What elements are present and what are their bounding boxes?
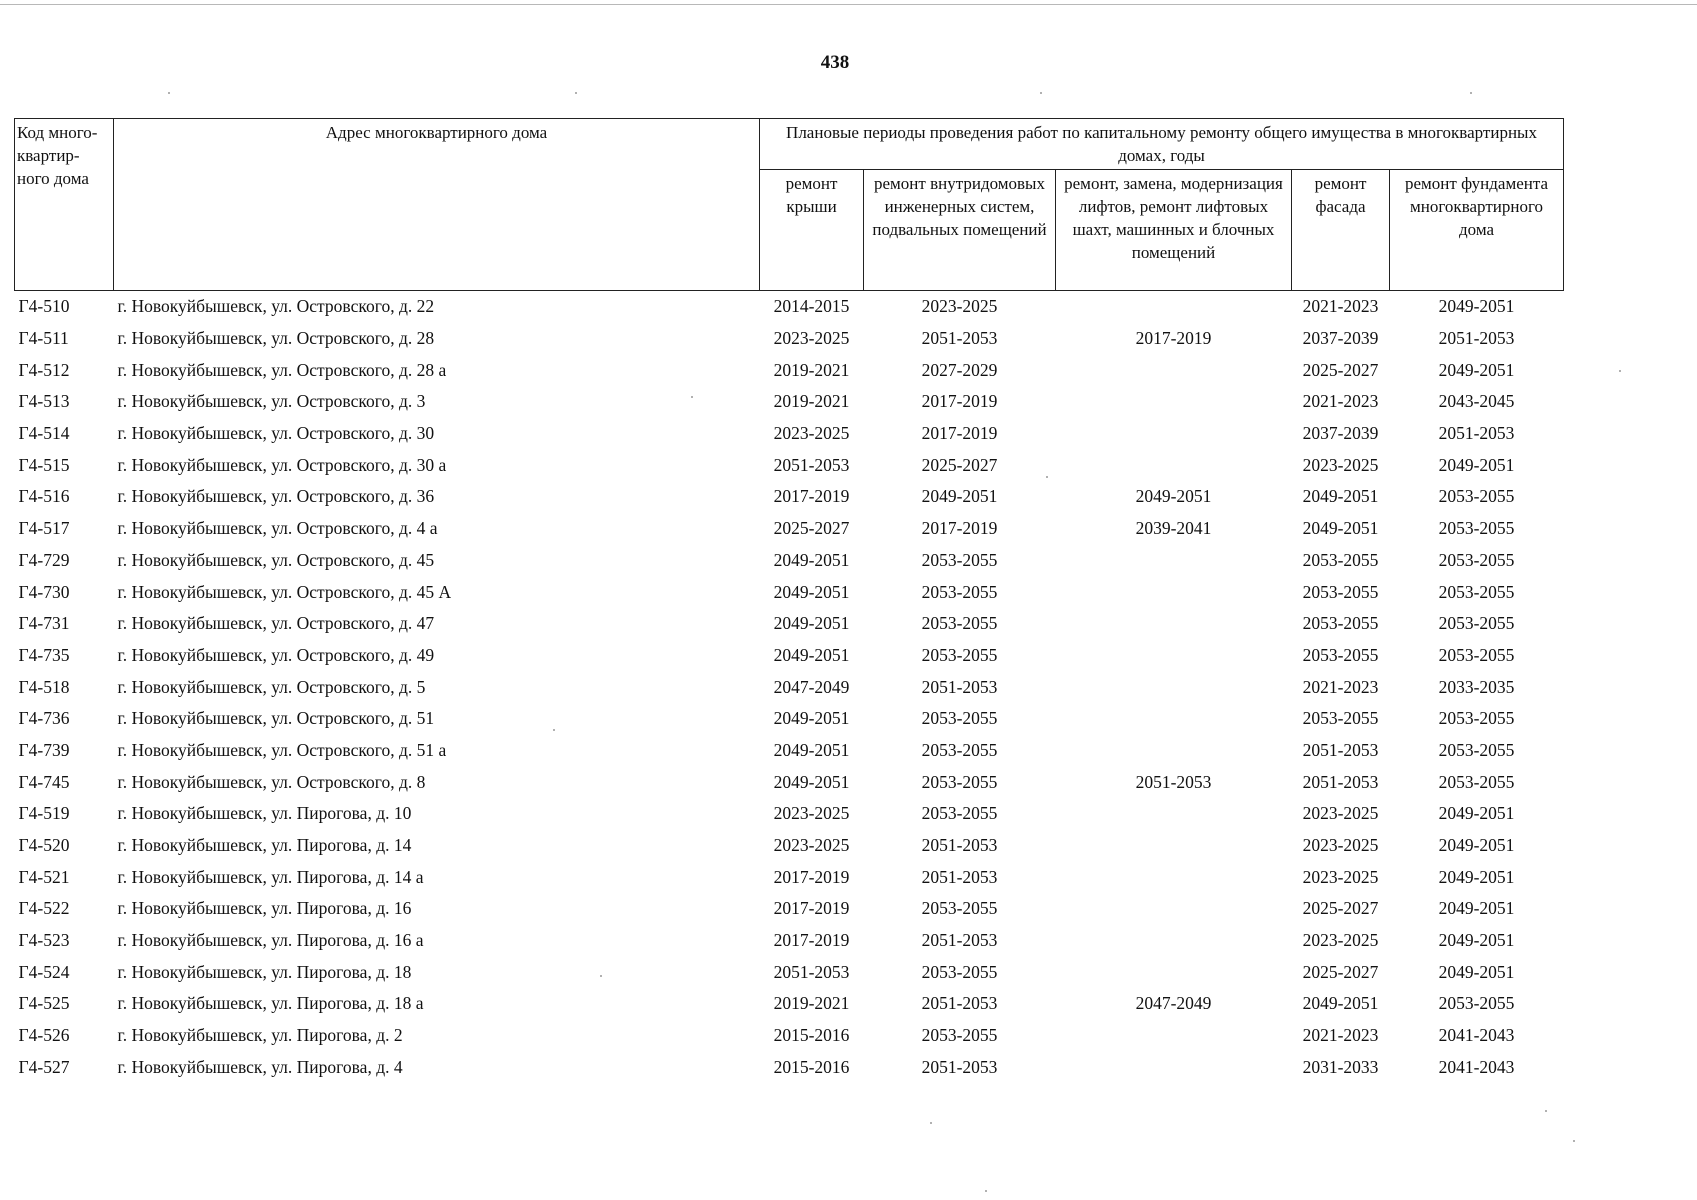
cell-lifts <box>1056 830 1292 862</box>
table-row <box>15 291 1564 323</box>
cell-systems: 2051-2053 <box>921 866 998 887</box>
cell-facade: 2023-2025 <box>1302 835 1379 856</box>
table-row <box>15 640 1564 672</box>
cell-code: Г4-730 <box>18 581 70 602</box>
cell-systems: 2051-2053 <box>921 993 998 1014</box>
header-address: Адрес многоквартирного дома <box>114 119 760 291</box>
cell-roof: 2014-2015 <box>773 296 850 317</box>
cell-code: Г4-525 <box>18 993 70 1014</box>
cell-roof: 2017-2019 <box>773 486 850 507</box>
cell-foundation: 2049-2051 <box>1438 803 1515 824</box>
cell-code: Г4-517 <box>18 518 70 539</box>
cell-address: г. Новокуйбышевск, ул. Островского, д. 47 <box>117 613 435 634</box>
table-row <box>15 481 1564 513</box>
cell-roof: 2049-2051 <box>773 613 850 634</box>
cell-foundation: 2051-2053 <box>1438 423 1515 444</box>
cell-systems: 2053-2055 <box>921 549 998 570</box>
cell-foundation: 2053-2055 <box>1438 518 1515 539</box>
cell-lifts <box>1056 735 1292 767</box>
cell-address: г. Новокуйбышевск, ул. Островского, д. 8 <box>117 771 426 792</box>
cell-systems: 2053-2055 <box>921 739 998 760</box>
cell-systems: 2053-2055 <box>921 898 998 919</box>
cell-foundation: 2049-2051 <box>1438 961 1515 982</box>
cell-facade: 2049-2051 <box>1302 993 1379 1014</box>
cell-address: г. Новокуйбышевск, ул. Островского, д. 22 <box>117 296 435 317</box>
cell-code: Г4-739 <box>18 739 70 760</box>
header-code: Код много-квартир-ного дома <box>15 119 114 291</box>
cell-lifts: 2047-2049 <box>1135 993 1212 1014</box>
cell-foundation: 2041-2043 <box>1438 1056 1515 1077</box>
cell-address: г. Новокуйбышевск, ул. Островского, д. 3 <box>117 391 426 412</box>
cell-systems: 2023-2025 <box>921 296 998 317</box>
table-row <box>15 545 1564 577</box>
cell-code: Г4-511 <box>18 328 69 349</box>
cell-facade: 2037-2039 <box>1302 328 1379 349</box>
cell-lifts <box>1056 925 1292 957</box>
cell-code: Г4-518 <box>18 676 70 697</box>
cell-systems: 2049-2051 <box>921 486 998 507</box>
scan-speck <box>930 1122 932 1124</box>
cell-code: Г4-735 <box>18 644 70 665</box>
cell-foundation: 2043-2045 <box>1438 391 1515 412</box>
cell-roof: 2015-2016 <box>773 1056 850 1077</box>
cell-roof: 2017-2019 <box>773 898 850 919</box>
cell-address: г. Новокуйбышевск, ул. Островского, д. 5 <box>117 676 426 697</box>
scan-speck <box>553 729 555 731</box>
cell-code: Г4-520 <box>18 835 70 856</box>
header-facade: ремонт фасада <box>1292 170 1390 291</box>
cell-systems: 2053-2055 <box>921 961 998 982</box>
cell-lifts <box>1056 386 1292 418</box>
cell-facade: 2023-2025 <box>1302 803 1379 824</box>
cell-code: Г4-745 <box>18 771 70 792</box>
cell-code: Г4-736 <box>18 708 70 729</box>
table-row <box>15 830 1564 862</box>
table-header <box>15 119 1564 291</box>
cell-lifts: 2049-2051 <box>1135 486 1212 507</box>
table-body <box>15 291 1564 1084</box>
table-row <box>15 956 1564 988</box>
cell-systems: 2053-2055 <box>921 803 998 824</box>
cell-code: Г4-521 <box>18 866 70 887</box>
cell-systems: 2027-2029 <box>921 359 998 380</box>
scan-speck <box>1545 1110 1547 1112</box>
scan-top-rule <box>0 4 1697 5</box>
table-row <box>15 418 1564 450</box>
cell-code: Г4-510 <box>18 296 70 317</box>
cell-facade: 2025-2027 <box>1302 961 1379 982</box>
cell-roof: 2049-2051 <box>773 771 850 792</box>
table-row <box>15 513 1564 545</box>
cell-systems: 2051-2053 <box>921 328 998 349</box>
cell-foundation: 2053-2055 <box>1438 486 1515 507</box>
table-row <box>15 893 1564 925</box>
cell-roof: 2049-2051 <box>773 708 850 729</box>
cell-roof: 2017-2019 <box>773 866 850 887</box>
cell-foundation: 2053-2055 <box>1438 581 1515 602</box>
repair-schedule-table <box>14 118 1564 1083</box>
cell-facade: 2053-2055 <box>1302 644 1379 665</box>
table-row <box>15 703 1564 735</box>
cell-lifts: 2039-2041 <box>1135 518 1212 539</box>
cell-address: г. Новокуйбышевск, ул. Пирогова, д. 16 <box>117 898 412 919</box>
cell-foundation: 2049-2051 <box>1438 898 1515 919</box>
cell-systems: 2017-2019 <box>921 391 998 412</box>
cell-facade: 2051-2053 <box>1302 771 1379 792</box>
cell-foundation: 2051-2053 <box>1438 328 1515 349</box>
cell-systems: 2017-2019 <box>921 423 998 444</box>
table-row <box>15 798 1564 830</box>
cell-foundation: 2049-2051 <box>1438 930 1515 951</box>
cell-lifts <box>1056 956 1292 988</box>
cell-roof: 2015-2016 <box>773 1025 850 1046</box>
cell-facade: 2025-2027 <box>1302 359 1379 380</box>
table-row <box>15 323 1564 355</box>
cell-roof: 2023-2025 <box>773 328 850 349</box>
cell-roof: 2019-2021 <box>773 359 850 380</box>
cell-foundation: 2041-2043 <box>1438 1025 1515 1046</box>
cell-code: Г4-526 <box>18 1025 70 1046</box>
cell-address: г. Новокуйбышевск, ул. Островского, д. 51 <box>117 708 435 729</box>
cell-address: г. Новокуйбышевск, ул. Островского, д. 28 а <box>117 359 447 380</box>
cell-roof: 2049-2051 <box>773 739 850 760</box>
cell-roof: 2019-2021 <box>773 391 850 412</box>
cell-code: Г4-514 <box>18 423 70 444</box>
cell-code: Г4-523 <box>18 930 70 951</box>
cell-lifts <box>1056 1020 1292 1052</box>
cell-foundation: 2049-2051 <box>1438 835 1515 856</box>
cell-foundation: 2033-2035 <box>1438 676 1515 697</box>
cell-address: г. Новокуйбышевск, ул. Пирогова, д. 18 а <box>117 993 424 1014</box>
cell-address: г. Новокуйбышевск, ул. Пирогова, д. 4 <box>117 1056 403 1077</box>
cell-code: Г4-519 <box>18 803 70 824</box>
cell-foundation: 2049-2051 <box>1438 296 1515 317</box>
cell-facade: 2025-2027 <box>1302 898 1379 919</box>
cell-foundation: 2053-2055 <box>1438 549 1515 570</box>
scan-speck <box>1040 92 1042 94</box>
table-row <box>15 671 1564 703</box>
scan-speck <box>600 975 602 977</box>
cell-systems: 2053-2055 <box>921 1025 998 1046</box>
scan-speck <box>168 92 170 94</box>
cell-lifts <box>1056 418 1292 450</box>
cell-address: г. Новокуйбышевск, ул. Островского, д. 28 <box>117 328 435 349</box>
scan-speck <box>575 92 577 94</box>
table-row <box>15 386 1564 418</box>
cell-facade: 2049-2051 <box>1302 486 1379 507</box>
scan-speck <box>691 396 693 398</box>
cell-facade: 2021-2023 <box>1302 1025 1379 1046</box>
cell-roof: 2023-2025 <box>773 803 850 824</box>
cell-systems: 2051-2053 <box>921 676 998 697</box>
cell-systems: 2051-2053 <box>921 930 998 951</box>
cell-lifts <box>1056 703 1292 735</box>
cell-foundation: 2053-2055 <box>1438 613 1515 634</box>
cell-address: г. Новокуйбышевск, ул. Островского, д. 4 а <box>117 518 438 539</box>
cell-code: Г4-729 <box>18 549 70 570</box>
table-row <box>15 925 1564 957</box>
cell-lifts: 2051-2053 <box>1135 771 1212 792</box>
cell-systems: 2017-2019 <box>921 518 998 539</box>
cell-code: Г4-524 <box>18 961 70 982</box>
table-row <box>15 354 1564 386</box>
scan-speck <box>1573 1140 1575 1142</box>
cell-facade: 2049-2051 <box>1302 518 1379 539</box>
scan-speck <box>1619 370 1621 372</box>
cell-address: г. Новокуйбышевск, ул. Островского, д. 45 <box>117 549 435 570</box>
cell-facade: 2053-2055 <box>1302 549 1379 570</box>
cell-lifts <box>1056 1052 1292 1084</box>
cell-systems: 2053-2055 <box>921 708 998 729</box>
header-periods-group: Плановые периоды проведения работ по капитальному ремонту общего имущества в многоквартирных домах, годы <box>760 119 1564 170</box>
cell-foundation: 2049-2051 <box>1438 359 1515 380</box>
cell-systems: 2053-2055 <box>921 644 998 665</box>
cell-facade: 2051-2053 <box>1302 739 1379 760</box>
table-row <box>15 861 1564 893</box>
cell-facade: 2023-2025 <box>1302 930 1379 951</box>
cell-lifts <box>1056 449 1292 481</box>
header-foundation: ремонт фундамента многоквартирного дома <box>1390 170 1564 291</box>
cell-code: Г4-515 <box>18 454 70 475</box>
cell-roof: 2025-2027 <box>773 518 850 539</box>
cell-foundation: 2053-2055 <box>1438 644 1515 665</box>
cell-facade: 2053-2055 <box>1302 708 1379 729</box>
cell-facade: 2021-2023 <box>1302 676 1379 697</box>
cell-lifts <box>1056 861 1292 893</box>
table-row <box>15 576 1564 608</box>
cell-address: г. Новокуйбышевск, ул. Островского, д. 36 <box>117 486 435 507</box>
cell-code: Г4-731 <box>18 613 70 634</box>
cell-address: г. Новокуйбышевск, ул. Островского, д. 45 А <box>117 581 452 602</box>
cell-foundation: 2053-2055 <box>1438 708 1515 729</box>
scan-speck <box>1046 476 1048 478</box>
cell-lifts <box>1056 798 1292 830</box>
cell-address: г. Новокуйбышевск, ул. Островского, д. 30 а <box>117 454 447 475</box>
cell-address: г. Новокуйбышевск, ул. Пирогова, д. 18 <box>117 961 412 982</box>
cell-roof: 2049-2051 <box>773 581 850 602</box>
table-row <box>15 735 1564 767</box>
cell-facade: 2053-2055 <box>1302 613 1379 634</box>
cell-roof: 2051-2053 <box>773 961 850 982</box>
cell-address: г. Новокуйбышевск, ул. Островского, д. 51 а <box>117 739 447 760</box>
cell-roof: 2023-2025 <box>773 423 850 444</box>
cell-facade: 2053-2055 <box>1302 581 1379 602</box>
page-number: 438 <box>820 52 850 73</box>
cell-lifts <box>1056 545 1292 577</box>
cell-foundation: 2053-2055 <box>1438 739 1515 760</box>
cell-roof: 2047-2049 <box>773 676 850 697</box>
scan-speck <box>1470 92 1472 94</box>
cell-roof: 2051-2053 <box>773 454 850 475</box>
cell-lifts <box>1056 671 1292 703</box>
cell-address: г. Новокуйбышевск, ул. Островского, д. 49 <box>117 644 435 665</box>
cell-lifts: 2017-2019 <box>1135 328 1212 349</box>
table-row <box>15 608 1564 640</box>
cell-code: Г4-512 <box>18 359 70 380</box>
cell-systems: 2051-2053 <box>921 1056 998 1077</box>
cell-code: Г4-513 <box>18 391 70 412</box>
table-row <box>15 766 1564 798</box>
cell-lifts <box>1056 576 1292 608</box>
cell-facade: 2031-2033 <box>1302 1056 1379 1077</box>
cell-foundation: 2049-2051 <box>1438 454 1515 475</box>
cell-systems: 2053-2055 <box>921 613 998 634</box>
header-systems: ремонт внутридомовых инженерных систем, подвальных помещений <box>864 170 1056 291</box>
header-roof: ремонт крыши <box>760 170 864 291</box>
table-row <box>15 988 1564 1020</box>
cell-foundation: 2053-2055 <box>1438 771 1515 792</box>
cell-foundation: 2049-2051 <box>1438 866 1515 887</box>
table-row <box>15 1052 1564 1084</box>
table-row <box>15 449 1564 481</box>
cell-address: г. Новокуйбышевск, ул. Пирогова, д. 14 <box>117 835 412 856</box>
cell-code: Г4-516 <box>18 486 70 507</box>
cell-roof: 2049-2051 <box>773 644 850 665</box>
cell-code: Г4-522 <box>18 898 70 919</box>
cell-lifts <box>1056 354 1292 386</box>
cell-facade: 2023-2025 <box>1302 866 1379 887</box>
cell-systems: 2053-2055 <box>921 581 998 602</box>
cell-address: г. Новокуйбышевск, ул. Пирогова, д. 10 <box>117 803 412 824</box>
scan-speck <box>985 1190 987 1192</box>
cell-lifts <box>1056 608 1292 640</box>
cell-lifts <box>1056 893 1292 925</box>
cell-facade: 2023-2025 <box>1302 454 1379 475</box>
header-lifts: ремонт, замена, модернизация лифтов, ремонт лифтовых шахт, машинных и блочных помещений <box>1056 170 1292 291</box>
cell-systems: 2053-2055 <box>921 771 998 792</box>
cell-roof: 2023-2025 <box>773 835 850 856</box>
cell-facade: 2021-2023 <box>1302 296 1379 317</box>
cell-foundation: 2053-2055 <box>1438 993 1515 1014</box>
cell-lifts <box>1056 640 1292 672</box>
cell-address: г. Новокуйбышевск, ул. Пирогова, д. 16 а <box>117 930 424 951</box>
cell-roof: 2049-2051 <box>773 549 850 570</box>
cell-code: Г4-527 <box>18 1056 70 1077</box>
cell-facade: 2021-2023 <box>1302 391 1379 412</box>
cell-facade: 2037-2039 <box>1302 423 1379 444</box>
cell-address: г. Новокуйбышевск, ул. Пирогова, д. 2 <box>117 1025 403 1046</box>
cell-roof: 2017-2019 <box>773 930 850 951</box>
cell-systems: 2051-2053 <box>921 835 998 856</box>
cell-roof: 2019-2021 <box>773 993 850 1014</box>
cell-systems: 2025-2027 <box>921 454 998 475</box>
cell-address: г. Новокуйбышевск, ул. Пирогова, д. 14 а <box>117 866 424 887</box>
cell-lifts <box>1056 291 1292 323</box>
table-row <box>15 1020 1564 1052</box>
cell-address: г. Новокуйбышевск, ул. Островского, д. 30 <box>117 423 435 444</box>
